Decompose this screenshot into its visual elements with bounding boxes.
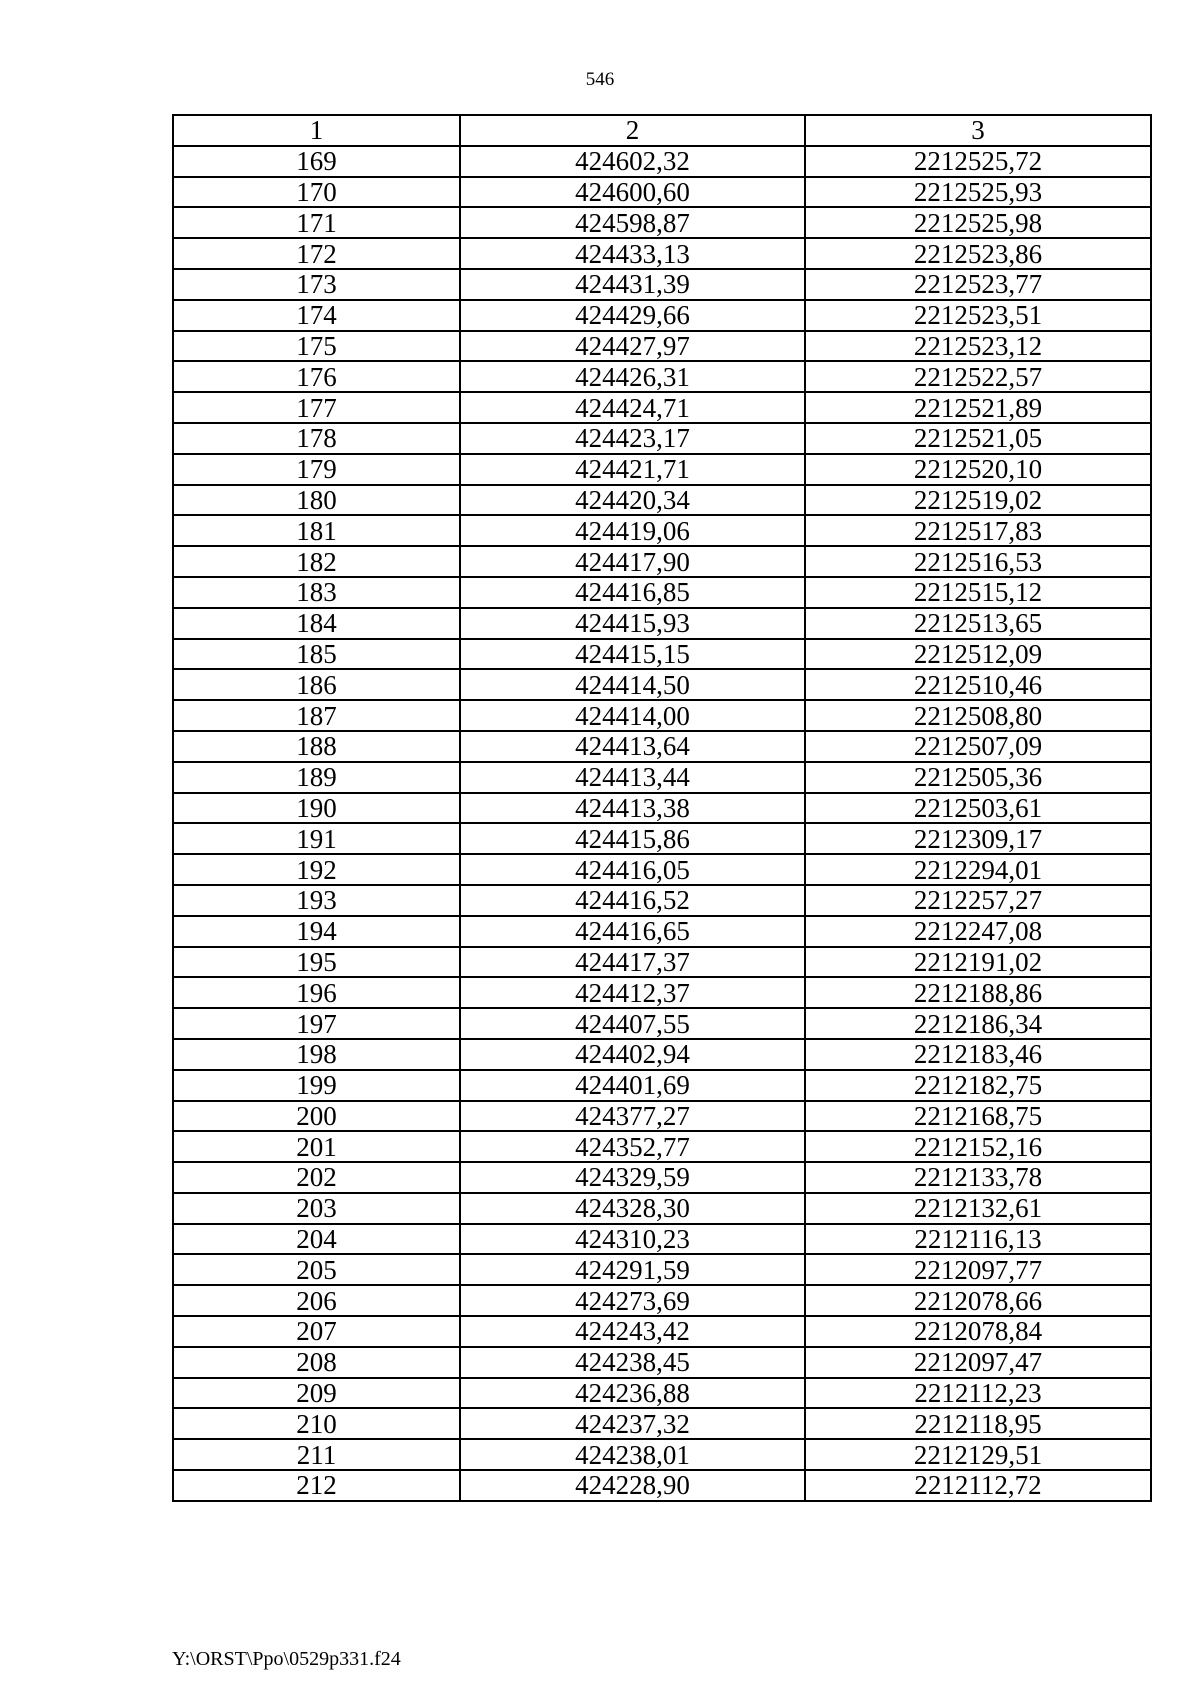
x-coordinate-cell: 424433,13 [460, 238, 805, 269]
x-coordinate-cell: 424237,32 [460, 1408, 805, 1439]
table-row [173, 423, 1151, 454]
point-number-cell: 186 [173, 669, 460, 700]
x-coordinate-cell: 424412,37 [460, 977, 805, 1008]
x-coordinate-cell: 424413,44 [460, 762, 805, 793]
point-number-cell: 187 [173, 700, 460, 731]
x-coordinate-cell: 424328,30 [460, 1193, 805, 1224]
x-coordinate-cell: 424401,69 [460, 1070, 805, 1101]
y-coordinate-cell: 2212112,72 [805, 1470, 1151, 1501]
header-row [173, 115, 1151, 146]
point-number-cell: 191 [173, 823, 460, 854]
x-coordinate-cell: 424416,52 [460, 885, 805, 916]
y-coordinate-cell: 2212521,05 [805, 423, 1151, 454]
x-coordinate-cell: 424415,93 [460, 608, 805, 639]
y-coordinate-cell: 2212513,65 [805, 608, 1151, 639]
point-number-cell: 171 [173, 207, 460, 238]
table-row [173, 300, 1151, 331]
table-row [173, 1224, 1151, 1255]
table-row [173, 454, 1151, 485]
x-coordinate-cell: 424427,97 [460, 331, 805, 362]
point-number-cell: 172 [173, 238, 460, 269]
y-coordinate-cell: 2212097,77 [805, 1254, 1151, 1285]
point-number-cell: 188 [173, 731, 460, 762]
y-coordinate-cell: 2212097,47 [805, 1347, 1151, 1378]
table-row [173, 177, 1151, 208]
point-number-cell: 210 [173, 1408, 460, 1439]
table-row [173, 207, 1151, 238]
table-header [173, 115, 1151, 146]
point-number-cell: 176 [173, 361, 460, 392]
point-number-cell: 175 [173, 331, 460, 362]
table-row [173, 1131, 1151, 1162]
y-coordinate-cell: 2212515,12 [805, 577, 1151, 608]
y-coordinate-cell: 2212525,93 [805, 177, 1151, 208]
point-number-cell: 180 [173, 485, 460, 516]
point-number-cell: 178 [173, 423, 460, 454]
x-coordinate-cell: 424352,77 [460, 1131, 805, 1162]
y-coordinate-cell: 2212183,46 [805, 1039, 1151, 1070]
point-number-cell: 173 [173, 269, 460, 300]
point-number-cell: 211 [173, 1439, 460, 1470]
y-coordinate-cell: 2212309,17 [805, 823, 1151, 854]
x-coordinate-cell: 424291,59 [460, 1254, 805, 1285]
y-coordinate-cell: 2212133,78 [805, 1162, 1151, 1193]
table-row [173, 392, 1151, 423]
x-coordinate-cell: 424421,71 [460, 454, 805, 485]
table-row [173, 1070, 1151, 1101]
table-row [173, 1162, 1151, 1193]
y-coordinate-cell: 2212521,89 [805, 392, 1151, 423]
y-coordinate-cell: 2212525,72 [805, 146, 1151, 177]
point-number-cell: 200 [173, 1101, 460, 1132]
table-row [173, 700, 1151, 731]
table-row [173, 1347, 1151, 1378]
y-coordinate-cell: 2212522,57 [805, 361, 1151, 392]
point-number-cell: 202 [173, 1162, 460, 1193]
point-number-cell: 177 [173, 392, 460, 423]
point-number-cell: 193 [173, 885, 460, 916]
y-coordinate-cell: 2212078,84 [805, 1316, 1151, 1347]
table-row [173, 793, 1151, 824]
point-number-cell: 203 [173, 1193, 460, 1224]
y-coordinate-cell: 2212247,08 [805, 916, 1151, 947]
table-row [173, 916, 1151, 947]
x-coordinate-cell: 424243,42 [460, 1316, 805, 1347]
x-coordinate-cell: 424228,90 [460, 1470, 805, 1501]
x-coordinate-cell: 424426,31 [460, 361, 805, 392]
table-row [173, 1101, 1151, 1132]
point-number-cell: 212 [173, 1470, 460, 1501]
point-number-cell: 199 [173, 1070, 460, 1101]
y-coordinate-cell: 2212188,86 [805, 977, 1151, 1008]
table-row [173, 1039, 1151, 1070]
x-coordinate-cell: 424416,85 [460, 577, 805, 608]
y-coordinate-cell: 2212112,23 [805, 1378, 1151, 1409]
point-number-cell: 184 [173, 608, 460, 639]
y-coordinate-cell: 2212508,80 [805, 700, 1151, 731]
table-row [173, 823, 1151, 854]
point-number-cell: 204 [173, 1224, 460, 1255]
table-row [173, 269, 1151, 300]
y-coordinate-cell: 2212523,86 [805, 238, 1151, 269]
x-coordinate-cell: 424329,59 [460, 1162, 805, 1193]
x-coordinate-cell: 424416,05 [460, 854, 805, 885]
x-coordinate-cell: 424431,39 [460, 269, 805, 300]
y-coordinate-cell: 2212510,46 [805, 669, 1151, 700]
point-number-cell: 190 [173, 793, 460, 824]
x-coordinate-cell: 424402,94 [460, 1039, 805, 1070]
y-coordinate-cell: 2212078,66 [805, 1285, 1151, 1316]
point-number-cell: 192 [173, 854, 460, 885]
y-coordinate-cell: 2212523,51 [805, 300, 1151, 331]
point-number-cell: 182 [173, 546, 460, 577]
table-row [173, 731, 1151, 762]
point-number-cell: 174 [173, 300, 460, 331]
table-row [173, 1008, 1151, 1039]
x-coordinate-cell: 424414,50 [460, 669, 805, 700]
table-row [173, 577, 1151, 608]
y-coordinate-cell: 2212523,12 [805, 331, 1151, 362]
y-coordinate-cell: 2212168,75 [805, 1101, 1151, 1132]
table-row [173, 885, 1151, 916]
x-coordinate-cell: 424417,37 [460, 947, 805, 978]
x-coordinate-cell: 424413,38 [460, 793, 805, 824]
x-coordinate-cell: 424602,32 [460, 146, 805, 177]
table-row [173, 608, 1151, 639]
table-row [173, 854, 1151, 885]
header-cell-2: 2 [460, 115, 805, 146]
x-coordinate-cell: 424429,66 [460, 300, 805, 331]
x-coordinate-cell: 424238,01 [460, 1439, 805, 1470]
table-row [173, 146, 1151, 177]
x-coordinate-cell: 424420,34 [460, 485, 805, 516]
y-coordinate-cell: 2212152,16 [805, 1131, 1151, 1162]
point-number-cell: 201 [173, 1131, 460, 1162]
y-coordinate-cell: 2212512,09 [805, 639, 1151, 670]
table-row [173, 1470, 1151, 1501]
y-coordinate-cell: 2212517,83 [805, 515, 1151, 546]
footer-file-path: Y:\ORST\Ppo\0529p331.f24 [172, 1648, 401, 1670]
y-coordinate-cell: 2212516,53 [805, 546, 1151, 577]
point-number-cell: 183 [173, 577, 460, 608]
x-coordinate-cell: 424238,45 [460, 1347, 805, 1378]
table-row [173, 238, 1151, 269]
table-row [173, 1193, 1151, 1224]
page-number: 546 [585, 69, 615, 90]
table-row [173, 1285, 1151, 1316]
x-coordinate-cell: 424407,55 [460, 1008, 805, 1039]
point-number-cell: 194 [173, 916, 460, 947]
x-coordinate-cell: 424415,86 [460, 823, 805, 854]
table-row [173, 1316, 1151, 1347]
y-coordinate-cell: 2212503,61 [805, 793, 1151, 824]
y-coordinate-cell: 2212132,61 [805, 1193, 1151, 1224]
table-row [173, 1439, 1151, 1470]
table-row [173, 485, 1151, 516]
y-coordinate-cell: 2212519,02 [805, 485, 1151, 516]
x-coordinate-cell: 424419,06 [460, 515, 805, 546]
table-row [173, 1254, 1151, 1285]
point-number-cell: 197 [173, 1008, 460, 1039]
point-number-cell: 170 [173, 177, 460, 208]
x-coordinate-cell: 424414,00 [460, 700, 805, 731]
point-number-cell: 179 [173, 454, 460, 485]
x-coordinate-cell: 424417,90 [460, 546, 805, 577]
point-number-cell: 181 [173, 515, 460, 546]
point-number-cell: 189 [173, 762, 460, 793]
point-number-cell: 198 [173, 1039, 460, 1070]
x-coordinate-cell: 424598,87 [460, 207, 805, 238]
x-coordinate-cell: 424310,23 [460, 1224, 805, 1255]
table-row [173, 331, 1151, 362]
y-coordinate-cell: 2212507,09 [805, 731, 1151, 762]
table-row [173, 639, 1151, 670]
x-coordinate-cell: 424415,15 [460, 639, 805, 670]
table-row [173, 762, 1151, 793]
x-coordinate-cell: 424273,69 [460, 1285, 805, 1316]
header-cell-3: 3 [805, 115, 1151, 146]
table-row [173, 361, 1151, 392]
table-row [173, 546, 1151, 577]
y-coordinate-cell: 2212294,01 [805, 854, 1151, 885]
x-coordinate-cell: 424413,64 [460, 731, 805, 762]
point-number-cell: 209 [173, 1378, 460, 1409]
point-number-cell: 196 [173, 977, 460, 1008]
point-number-cell: 206 [173, 1285, 460, 1316]
y-coordinate-cell: 2212118,95 [805, 1408, 1151, 1439]
y-coordinate-cell: 2212129,51 [805, 1439, 1151, 1470]
x-coordinate-cell: 424377,27 [460, 1101, 805, 1132]
point-number-cell: 195 [173, 947, 460, 978]
table-row [173, 977, 1151, 1008]
table-body [173, 146, 1151, 1501]
header-cell-1: 1 [173, 115, 460, 146]
point-number-cell: 207 [173, 1316, 460, 1347]
y-coordinate-cell: 2212520,10 [805, 454, 1151, 485]
coordinates-table [172, 114, 1152, 1502]
point-number-cell: 185 [173, 639, 460, 670]
y-coordinate-cell: 2212191,02 [805, 947, 1151, 978]
x-coordinate-cell: 424236,88 [460, 1378, 805, 1409]
point-number-cell: 205 [173, 1254, 460, 1285]
x-coordinate-cell: 424416,65 [460, 916, 805, 947]
table-row [173, 947, 1151, 978]
point-number-cell: 208 [173, 1347, 460, 1378]
y-coordinate-cell: 2212182,75 [805, 1070, 1151, 1101]
y-coordinate-cell: 2212257,27 [805, 885, 1151, 916]
y-coordinate-cell: 2212523,77 [805, 269, 1151, 300]
y-coordinate-cell: 2212116,13 [805, 1224, 1151, 1255]
y-coordinate-cell: 2212505,36 [805, 762, 1151, 793]
y-coordinate-cell: 2212186,34 [805, 1008, 1151, 1039]
table-row [173, 515, 1151, 546]
table-row [173, 1408, 1151, 1439]
point-number-cell: 169 [173, 146, 460, 177]
y-coordinate-cell: 2212525,98 [805, 207, 1151, 238]
table-row [173, 1378, 1151, 1409]
x-coordinate-cell: 424600,60 [460, 177, 805, 208]
table-row [173, 669, 1151, 700]
x-coordinate-cell: 424423,17 [460, 423, 805, 454]
x-coordinate-cell: 424424,71 [460, 392, 805, 423]
